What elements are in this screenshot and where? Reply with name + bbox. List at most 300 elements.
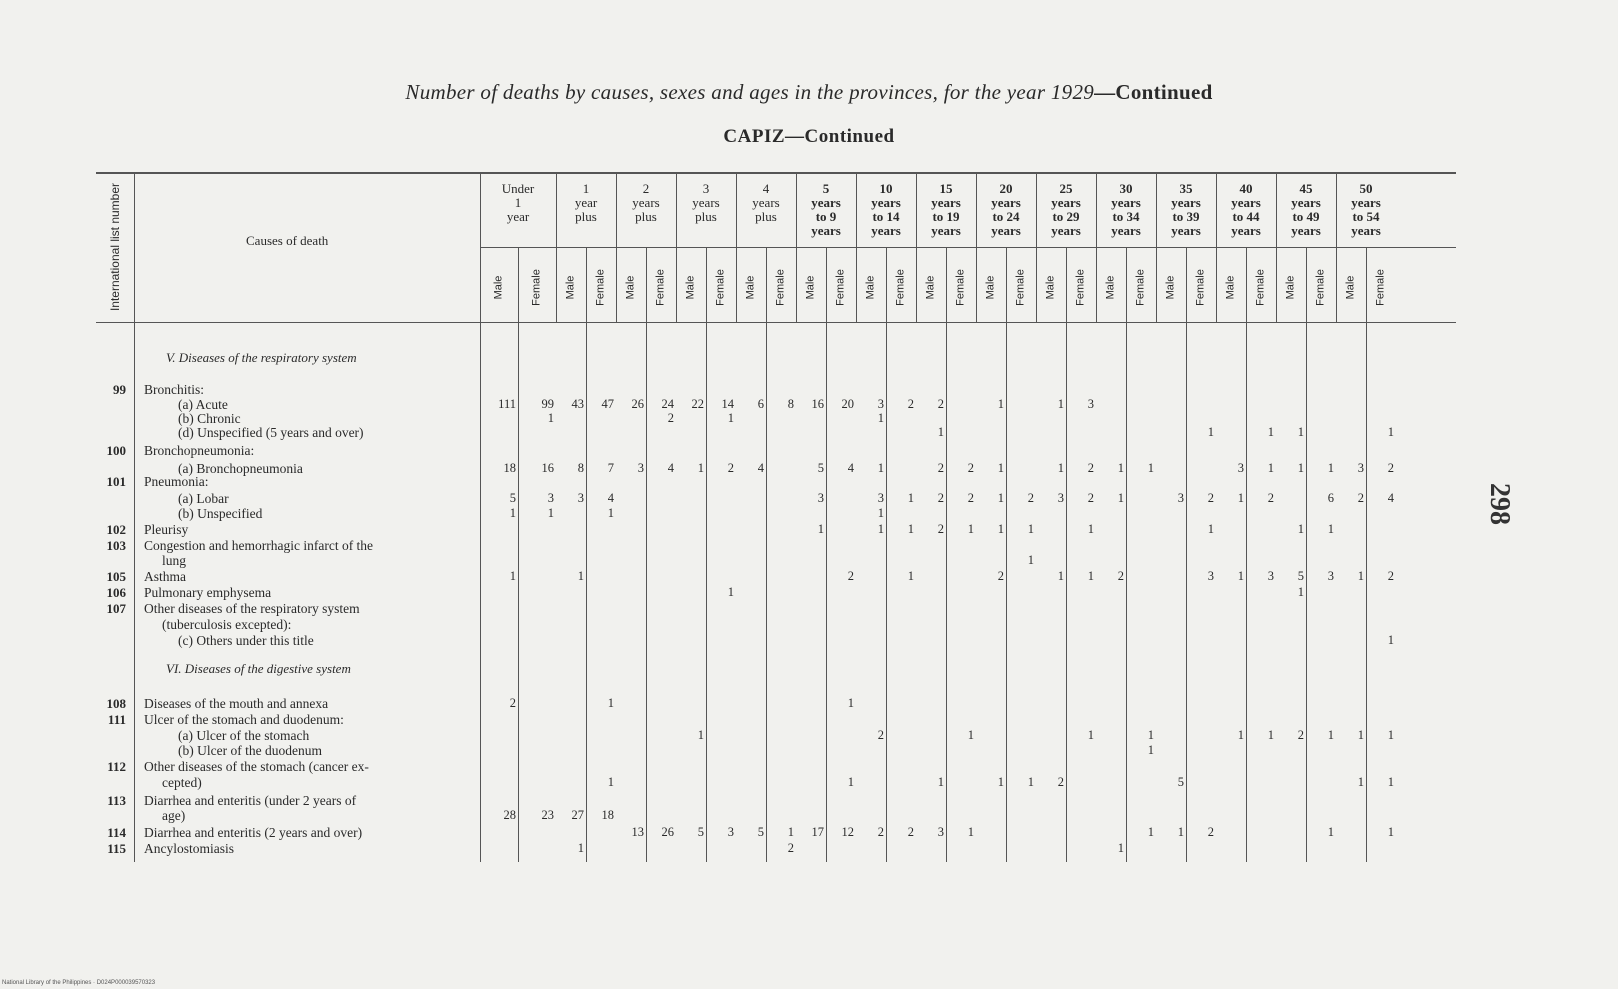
count-cell: 1 — [1267, 425, 1274, 439]
count-cell: 2 — [1207, 491, 1214, 505]
count-cell: 1 — [937, 775, 944, 789]
count-cell: 3 — [1357, 461, 1364, 475]
count-cell: 20 — [841, 397, 854, 411]
cause-label: Bronchopneumonia: — [144, 443, 255, 458]
age-group-label: to 19 — [932, 209, 960, 224]
cause-label: (c) Others under this title — [178, 633, 314, 648]
count-cell: 1 — [1387, 728, 1394, 742]
count-cell: 2 — [1297, 728, 1304, 742]
cause-label: (a) Acute — [178, 397, 228, 412]
sex-divider — [826, 247, 827, 862]
count-cell: 1 — [997, 461, 1004, 475]
count-cell: 1 — [1297, 425, 1304, 439]
sex-divider — [1366, 247, 1367, 862]
count-cell: 1 — [1237, 569, 1244, 583]
count-cell: 5 — [697, 825, 704, 839]
sex-divider — [886, 247, 887, 862]
cause-label: Ulcer of the stomach and duodenum: — [144, 712, 344, 727]
age-group-label: 15 — [939, 181, 953, 196]
cause-label: (a) Bronchopneumonia — [178, 461, 303, 476]
age-group-label: year — [506, 209, 530, 224]
page-number: 298 — [1484, 483, 1515, 525]
age-group-label: years — [1051, 223, 1081, 238]
count-cell: 2 — [907, 825, 914, 839]
count-cell: 5 — [757, 825, 764, 839]
cause-label: (d) Unspecified (5 years and over) — [178, 425, 364, 440]
count-cell: 1 — [1237, 491, 1244, 505]
count-cell: 1 — [1057, 397, 1064, 411]
female-column-heading: Female — [1134, 269, 1147, 306]
sex-divider — [946, 247, 947, 862]
list-number: 113 — [107, 793, 126, 808]
cause-label: Congestion and hemorrhagic infarct of the — [144, 538, 374, 553]
sex-divider — [586, 247, 587, 862]
age-group-label: 2 — [642, 181, 650, 196]
count-cell: 1 — [1057, 569, 1064, 583]
count-cell: 14 — [721, 397, 734, 411]
age-group-label: to 34 — [1112, 209, 1140, 224]
age-group-label: years — [1171, 223, 1201, 238]
count-cell: 1 — [1267, 728, 1274, 742]
sex-divider — [1066, 247, 1067, 862]
count-cell: 1 — [997, 775, 1004, 789]
count-cell: 24 — [661, 397, 674, 411]
age-group-label: years — [1171, 195, 1201, 210]
count-cell: 1 — [1357, 728, 1364, 742]
age-group-label: 40 — [1239, 181, 1253, 196]
age-group-label: years — [1291, 223, 1321, 238]
female-column-heading: Female — [1254, 269, 1267, 306]
cause-label: Bronchitis: — [144, 382, 204, 397]
count-cell: 1 — [1387, 633, 1394, 647]
age-group-label: to 39 — [1172, 209, 1200, 224]
count-cell: 27 — [571, 808, 584, 822]
age-group-label: plus — [695, 209, 717, 224]
count-cell: 2 — [997, 569, 1004, 583]
age-group-label: years — [991, 195, 1021, 210]
female-column-heading: Female — [1014, 269, 1027, 306]
cause-label: Pneumonia: — [144, 474, 209, 489]
footer-credit: National Library of the Philippines · D024P000039570323 — [2, 980, 156, 986]
count-cell: 3 — [1267, 569, 1274, 583]
count-cell: 2 — [967, 461, 974, 475]
sex-divider — [1306, 247, 1307, 862]
title-continued: —Continued — [1094, 80, 1213, 104]
list-number: 103 — [106, 538, 126, 553]
age-group-label: to 9 — [815, 209, 837, 224]
count-cell: 1 — [607, 775, 614, 789]
count-cell: 3 — [937, 825, 944, 839]
count-cell: 1 — [1117, 841, 1124, 855]
age-group-label: years — [1111, 195, 1141, 210]
cause-label: Diarrhea and enteritis (under 2 years of — [144, 793, 357, 808]
sex-divider — [1246, 247, 1247, 862]
count-cell: 3 — [1327, 569, 1334, 583]
count-cell: 3 — [1057, 491, 1064, 505]
count-cell: 8 — [787, 397, 794, 411]
count-cell: 17 — [811, 825, 824, 839]
list-number: 112 — [107, 759, 126, 774]
count-cell: 2 — [727, 461, 734, 475]
table-top-rule — [96, 172, 1456, 174]
count-cell: 1 — [1147, 461, 1154, 475]
age-group-label: 10 — [879, 181, 893, 196]
cause-label: (a) Ulcer of the stomach — [178, 728, 310, 743]
age-group-label: to 49 — [1292, 209, 1320, 224]
sex-divider — [518, 247, 519, 862]
female-column-heading: Female — [1374, 269, 1387, 306]
age-group-label: to 44 — [1232, 209, 1260, 224]
list-number: 107 — [106, 601, 126, 616]
age-group-label: 20 — [999, 181, 1013, 196]
count-cell: 2 — [847, 569, 854, 583]
count-cell: 3 — [1207, 569, 1214, 583]
count-cell: 1 — [1327, 461, 1334, 475]
count-cell: 99 — [541, 397, 554, 411]
count-cell: 18 — [601, 808, 614, 822]
count-cell: 2 — [1357, 491, 1364, 505]
age-group-label: years — [991, 223, 1021, 238]
count-cell: 1 — [937, 425, 944, 439]
age-group-label: years — [1351, 223, 1381, 238]
male-column-heading: Male — [1344, 275, 1357, 300]
count-cell: 1 — [847, 696, 854, 710]
sex-divider — [706, 247, 707, 862]
count-cell: 2 — [1207, 825, 1214, 839]
count-cell: 1 — [1357, 569, 1364, 583]
count-cell: 1 — [787, 825, 794, 839]
cause-label: lung — [162, 553, 187, 568]
count-cell: 2 — [937, 491, 944, 505]
count-cell: 1 — [697, 461, 704, 475]
male-column-heading: Male — [564, 275, 577, 300]
cause-label: Diarrhea and enteritis (2 years and over) — [144, 825, 363, 840]
count-cell: 1 — [877, 461, 884, 475]
male-column-heading: Male — [864, 275, 877, 300]
count-cell: 1 — [817, 522, 824, 536]
female-column-heading: Female — [1314, 269, 1327, 306]
count-cell: 2 — [667, 411, 674, 425]
count-cell: 1 — [1207, 522, 1214, 536]
header-bottom-rule — [96, 322, 1456, 323]
count-cell: 6 — [1327, 491, 1334, 505]
age-group-label: years — [871, 223, 901, 238]
count-cell: 1 — [1147, 743, 1154, 757]
count-cell: 5 — [509, 491, 516, 505]
list-number: 100 — [106, 443, 126, 458]
deaths-table — [96, 172, 1456, 892]
count-cell: 1 — [547, 411, 554, 425]
count-cell: 1 — [1147, 728, 1154, 742]
causes-divider — [480, 172, 481, 862]
count-cell: 2 — [1057, 775, 1064, 789]
count-cell: 4 — [847, 461, 854, 475]
male-column-heading: Male — [804, 275, 817, 300]
list-number-divider — [134, 172, 135, 862]
male-column-heading: Male — [1284, 275, 1297, 300]
count-cell: 18 — [503, 461, 516, 475]
female-column-heading: Female — [1194, 269, 1207, 306]
count-cell: 47 — [601, 397, 614, 411]
male-column-heading: Male — [624, 275, 637, 300]
count-cell: 1 — [997, 522, 1004, 536]
age-group-label: years — [752, 195, 780, 210]
count-cell: 1 — [1327, 825, 1334, 839]
age-group-label: years — [1111, 223, 1141, 238]
count-cell: 1 — [607, 506, 614, 520]
count-cell: 1 — [1147, 825, 1154, 839]
count-cell: 1 — [509, 569, 516, 583]
count-cell: 2 — [1387, 569, 1394, 583]
count-cell: 2 — [1087, 461, 1094, 475]
male-column-heading: Male — [492, 275, 505, 300]
count-cell: 1 — [577, 569, 584, 583]
cause-label: Pulmonary emphysema — [144, 585, 272, 600]
count-cell: 1 — [1057, 461, 1064, 475]
cause-label: Pleurisy — [144, 522, 189, 537]
age-group-label: years — [871, 195, 901, 210]
count-cell: 1 — [1207, 425, 1214, 439]
male-column-heading: Male — [1044, 275, 1057, 300]
age-group-label: years — [931, 195, 961, 210]
age-group-label: plus — [575, 209, 597, 224]
age-group-label: to 54 — [1352, 209, 1380, 224]
count-cell: 13 — [631, 825, 644, 839]
male-column-heading: Male — [684, 275, 697, 300]
count-cell: 1 — [1267, 461, 1274, 475]
count-cell: 43 — [571, 397, 584, 411]
count-cell: 2 — [937, 461, 944, 475]
age-group-label: plus — [635, 209, 657, 224]
sex-divider — [1126, 247, 1127, 862]
count-cell: 5 — [1297, 569, 1304, 583]
cause-label: cepted) — [162, 775, 202, 790]
count-cell: 1 — [607, 696, 614, 710]
count-cell: 2 — [509, 696, 516, 710]
count-cell: 2 — [1117, 569, 1124, 583]
section-heading: VI. Diseases of the digestive system — [166, 661, 351, 676]
cause-label: (tuberculosis excepted): — [162, 617, 292, 632]
count-cell: 1 — [577, 841, 584, 855]
cause-label: Ancylostomiasis — [144, 841, 234, 856]
cause-label: Other diseases of the stomach (cancer ex- — [144, 759, 369, 774]
count-cell: 1 — [1177, 825, 1184, 839]
count-cell: 1 — [509, 506, 516, 520]
count-cell: 2 — [937, 522, 944, 536]
list-number: 114 — [107, 825, 126, 840]
count-cell: 1 — [847, 775, 854, 789]
count-cell: 16 — [541, 461, 554, 475]
age-group-label: 4 — [762, 181, 770, 196]
list-number: 108 — [106, 696, 126, 711]
count-cell: 1 — [1387, 425, 1394, 439]
count-cell: 2 — [907, 397, 914, 411]
sex-divider — [1186, 247, 1187, 862]
list-number: 102 — [106, 522, 126, 537]
count-cell: 7 — [607, 461, 614, 475]
cause-label: Diseases of the mouth and annexa — [144, 696, 329, 711]
section-heading: V. Diseases of the respiratory system — [166, 350, 357, 365]
list-number: 106 — [106, 585, 126, 600]
count-cell: 1 — [1027, 522, 1034, 536]
count-cell: 1 — [1117, 491, 1124, 505]
female-column-heading: Female — [834, 269, 847, 306]
count-cell: 23 — [541, 808, 554, 822]
count-cell: 1 — [1297, 585, 1304, 599]
count-cell: 6 — [757, 397, 764, 411]
count-cell: 1 — [1297, 461, 1304, 475]
age-group-label: plus — [755, 209, 777, 224]
age-group-label: year — [574, 195, 598, 210]
count-cell: 1 — [1087, 728, 1094, 742]
count-cell: 1 — [877, 522, 884, 536]
list-number: 105 — [106, 569, 126, 584]
count-cell: 1 — [997, 397, 1004, 411]
age-group-label: 50 — [1359, 181, 1373, 196]
count-cell: 1 — [877, 411, 884, 425]
count-cell: 1 — [967, 522, 974, 536]
age-group-label: 35 — [1179, 181, 1193, 196]
male-column-heading: Male — [1224, 275, 1237, 300]
age-group-label: years — [811, 195, 841, 210]
count-cell: 3 — [727, 825, 734, 839]
count-cell: 4 — [1387, 491, 1394, 505]
count-cell: 4 — [607, 491, 614, 505]
list-number: 99 — [113, 382, 126, 397]
count-cell: 1 — [907, 491, 914, 505]
count-cell: 1 — [907, 522, 914, 536]
age-group-label: years — [1231, 195, 1261, 210]
age-group-label: years — [1231, 223, 1261, 238]
count-cell: 1 — [967, 825, 974, 839]
count-cell: 1 — [547, 506, 554, 520]
cause-label: Other diseases of the respiratory system — [144, 601, 360, 616]
count-cell: 2 — [1087, 491, 1094, 505]
count-cell: 1 — [1297, 522, 1304, 536]
female-column-heading: Female — [714, 269, 727, 306]
count-cell: 1 — [1387, 825, 1394, 839]
province-subtitle: CAPIZ—Continued — [723, 126, 895, 147]
count-cell: 3 — [637, 461, 644, 475]
age-group-label: to 29 — [1052, 209, 1080, 224]
count-cell: 2 — [1267, 491, 1274, 505]
count-cell: 2 — [1027, 491, 1034, 505]
count-cell: 12 — [841, 825, 854, 839]
count-cell: 3 — [1087, 397, 1094, 411]
count-cell: 3 — [817, 491, 824, 505]
count-cell: 26 — [661, 825, 674, 839]
count-cell: 2 — [787, 841, 794, 855]
count-cell: 16 — [811, 397, 824, 411]
sex-divider — [646, 247, 647, 862]
male-column-heading: Male — [1104, 275, 1117, 300]
female-column-heading: Female — [894, 269, 907, 306]
female-column-heading: Female — [594, 269, 607, 306]
count-cell: 3 — [1177, 491, 1184, 505]
age-group-label: 25 — [1059, 181, 1073, 196]
count-cell: 8 — [577, 461, 584, 475]
count-cell: 1 — [1117, 461, 1124, 475]
female-column-heading: Female — [954, 269, 967, 306]
age-group-label: Under — [501, 181, 535, 196]
age-group-label: years — [692, 195, 720, 210]
count-cell: 1 — [877, 506, 884, 520]
male-column-heading: Male — [984, 275, 997, 300]
age-group-label: 5 — [822, 181, 830, 196]
age-group-label: to 14 — [872, 209, 900, 224]
age-group-label: years — [1351, 195, 1381, 210]
count-cell: 1 — [997, 491, 1004, 505]
count-cell: 4 — [667, 461, 674, 475]
count-cell: 1 — [1087, 569, 1094, 583]
age-group-label: years — [811, 223, 841, 238]
age-group-label: 30 — [1119, 181, 1133, 196]
list-number: 111 — [107, 712, 126, 727]
cause-label: (a) Lobar — [178, 491, 229, 506]
count-cell: 3 — [547, 491, 554, 505]
count-cell: 1 — [727, 411, 734, 425]
list-number: 115 — [107, 841, 126, 856]
count-cell: 1 — [1027, 553, 1034, 567]
count-cell: 5 — [817, 461, 824, 475]
age-group-label: years — [931, 223, 961, 238]
count-cell: 1 — [1357, 775, 1364, 789]
age-group-label: to 24 — [992, 209, 1020, 224]
cause-label: (b) Ulcer of the duodenum — [178, 743, 322, 758]
age-group-label: 1 — [514, 195, 522, 210]
age-group-label: 3 — [702, 181, 710, 196]
count-cell: 1 — [907, 569, 914, 583]
count-cell: 1 — [1387, 775, 1394, 789]
causes-heading: Causes of death — [246, 233, 329, 248]
count-cell: 2 — [877, 825, 884, 839]
count-cell: 3 — [877, 397, 884, 411]
female-column-heading: Female — [530, 269, 543, 306]
male-column-heading: Male — [1164, 275, 1177, 300]
count-cell: 2 — [1387, 461, 1394, 475]
age-group-label: 45 — [1299, 181, 1313, 196]
male-column-heading: Male — [924, 275, 937, 300]
list-number: 101 — [106, 474, 126, 489]
count-cell: 3 — [577, 491, 584, 505]
count-cell: 22 — [691, 397, 704, 411]
count-cell: 2 — [967, 491, 974, 505]
cause-label: (b) Unspecified — [178, 506, 263, 521]
count-cell: 1 — [1027, 775, 1034, 789]
sex-divider — [766, 247, 767, 862]
count-cell: 1 — [697, 728, 704, 742]
age-group-label: years — [632, 195, 660, 210]
count-cell: 26 — [631, 397, 644, 411]
cause-label: Asthma — [144, 569, 186, 584]
title-text: Number of deaths by causes, sexes and ages in the provinces, for the year 1929 — [405, 80, 1095, 104]
age-group-label: 1 — [582, 181, 590, 196]
count-cell: 2 — [937, 397, 944, 411]
count-cell: 1 — [727, 585, 734, 599]
cause-label: (b) Chronic — [178, 411, 241, 426]
count-cell: 28 — [503, 808, 516, 822]
male-column-heading: Male — [744, 275, 757, 300]
cause-label: age) — [162, 808, 186, 823]
female-column-heading: Female — [774, 269, 787, 306]
female-column-heading: Female — [654, 269, 667, 306]
count-cell: 4 — [757, 461, 764, 475]
female-column-heading: Female — [1074, 269, 1087, 306]
list-number-heading: International list number — [108, 182, 122, 312]
count-cell: 1 — [1327, 728, 1334, 742]
count-cell: 5 — [1177, 775, 1184, 789]
age-group-label: years — [1291, 195, 1321, 210]
